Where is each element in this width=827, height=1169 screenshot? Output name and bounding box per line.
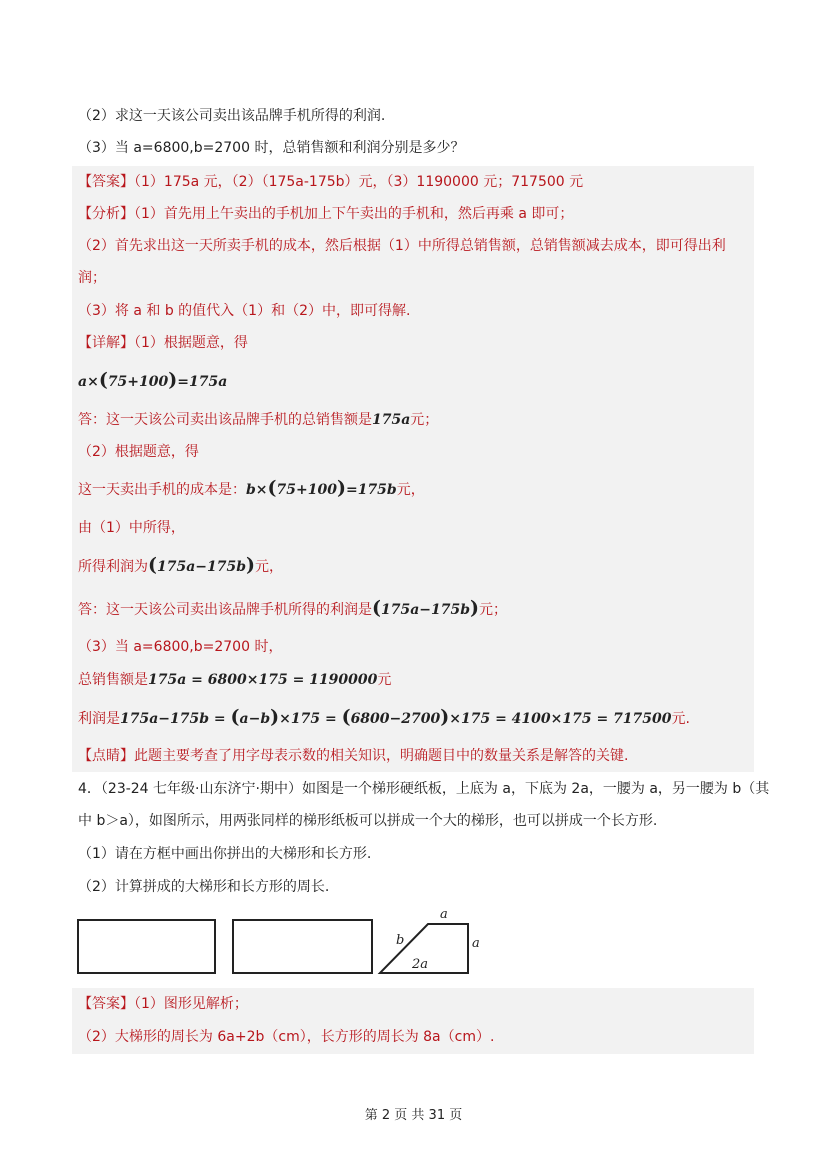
analysis-line-4: （3）将 a 和 b 的值代入（1）和（2）中，即可得解. [78, 303, 411, 319]
comment-line [78, 746, 628, 766]
part-2-intro: （2）根据题意，得 [78, 444, 199, 460]
label-left: b [396, 933, 405, 948]
question-4-part-2: （2）计算拼成的大梯形和长方形的周长. [78, 879, 330, 895]
label-top: a [440, 907, 448, 922]
label-right: a [472, 936, 480, 951]
answer-2: 答：这一天该公司卖出该品牌手机所得的利润是(175a−175b)元； [78, 597, 508, 619]
profit-calc-line: 利润是175a−175b = (a−b)×175 = (6800−2700)×175 = 4100×175 = 717500元. [78, 706, 690, 728]
question-4-line-1: 4．（23-24 七年级·山东济宁·期中）如图是一个梯形硬纸板，上底为 a，下底为 2a，一腰为 a，另一腰为 b（其 [78, 781, 770, 797]
detail-tag: 【详解】 [78, 335, 134, 351]
answer-4-tag: 【答案】 [78, 996, 134, 1012]
detail-line-1 [78, 333, 248, 353]
total-sales-line: 总销售额是175a = 6800×175 = 1190000元 [78, 672, 392, 688]
question-3: （3）当 a=6800,b=2700 时，总销售额和利润分别是多少？ [78, 140, 465, 156]
analysis-line-1 [78, 204, 573, 224]
answer-text: （1）175a 元，（2）（175a-175b）元，（3）1190000 元；717500 元 [134, 174, 584, 190]
cost-line: 这一天卖出手机的成本是：b×(75+100)=175b元， [78, 477, 425, 499]
label-bottom: 2a [412, 957, 429, 972]
analysis-tag: 【分析】 [78, 206, 134, 222]
comment-tag: 【点睛】 [78, 748, 134, 764]
analysis-line-2: （2）首先求出这一天所卖手机的成本，然后根据（1）中所得总销售额，总销售额减去成本，即可得出利 [78, 238, 726, 254]
answer-tag: 【答案】 [78, 174, 134, 190]
page-footer: 第 2 页 共 31 页 [364, 1108, 463, 1123]
question-4-part-1: （1）请在方框中画出你拼出的大梯形和长方形. [78, 846, 372, 862]
from-part-1: 由（1）中所得， [78, 520, 185, 536]
answer-line [78, 172, 583, 192]
answer-4-text: （1）图形见解析； [134, 996, 248, 1012]
trapezoid-figure [370, 900, 500, 982]
drawing-box-2[interactable] [232, 919, 373, 974]
profit-line: 所得利润为(175a−175b)元， [78, 554, 284, 576]
question-4-line-2: 中 b＞a），如图所示，用两张同样的梯形纸板可以拼成一个大的梯形，也可以拼成一个长方形. [78, 813, 658, 829]
answer-4-line-2: （2）大梯形的周长为 6a+2b（cm），长方形的周长为 8a（cm）. [78, 1029, 495, 1045]
comment-text: 此题主要考查了用字母表示数的相关知识，明确题目中的数量关系是解答的关键. [134, 748, 629, 764]
drawing-box-1[interactable] [77, 919, 216, 974]
answer-4-line-1 [78, 994, 248, 1014]
analysis-line-3: 润； [78, 270, 106, 286]
analysis-text: （1）首先用上午卖出的手机加上下午卖出的手机和，然后再乘 a 即可； [134, 206, 574, 222]
answer-1: 答：这一天该公司卖出该品牌手机的总销售额是175a元； [78, 412, 439, 428]
detail-text: （1）根据题意，得 [134, 335, 248, 351]
equation-1: a×(75+100)=175a [78, 369, 228, 391]
part-3-intro: （3）当 a=6800,b=2700 时， [78, 639, 283, 655]
question-2: （2）求这一天该公司卖出该品牌手机所得的利润. [78, 108, 386, 124]
